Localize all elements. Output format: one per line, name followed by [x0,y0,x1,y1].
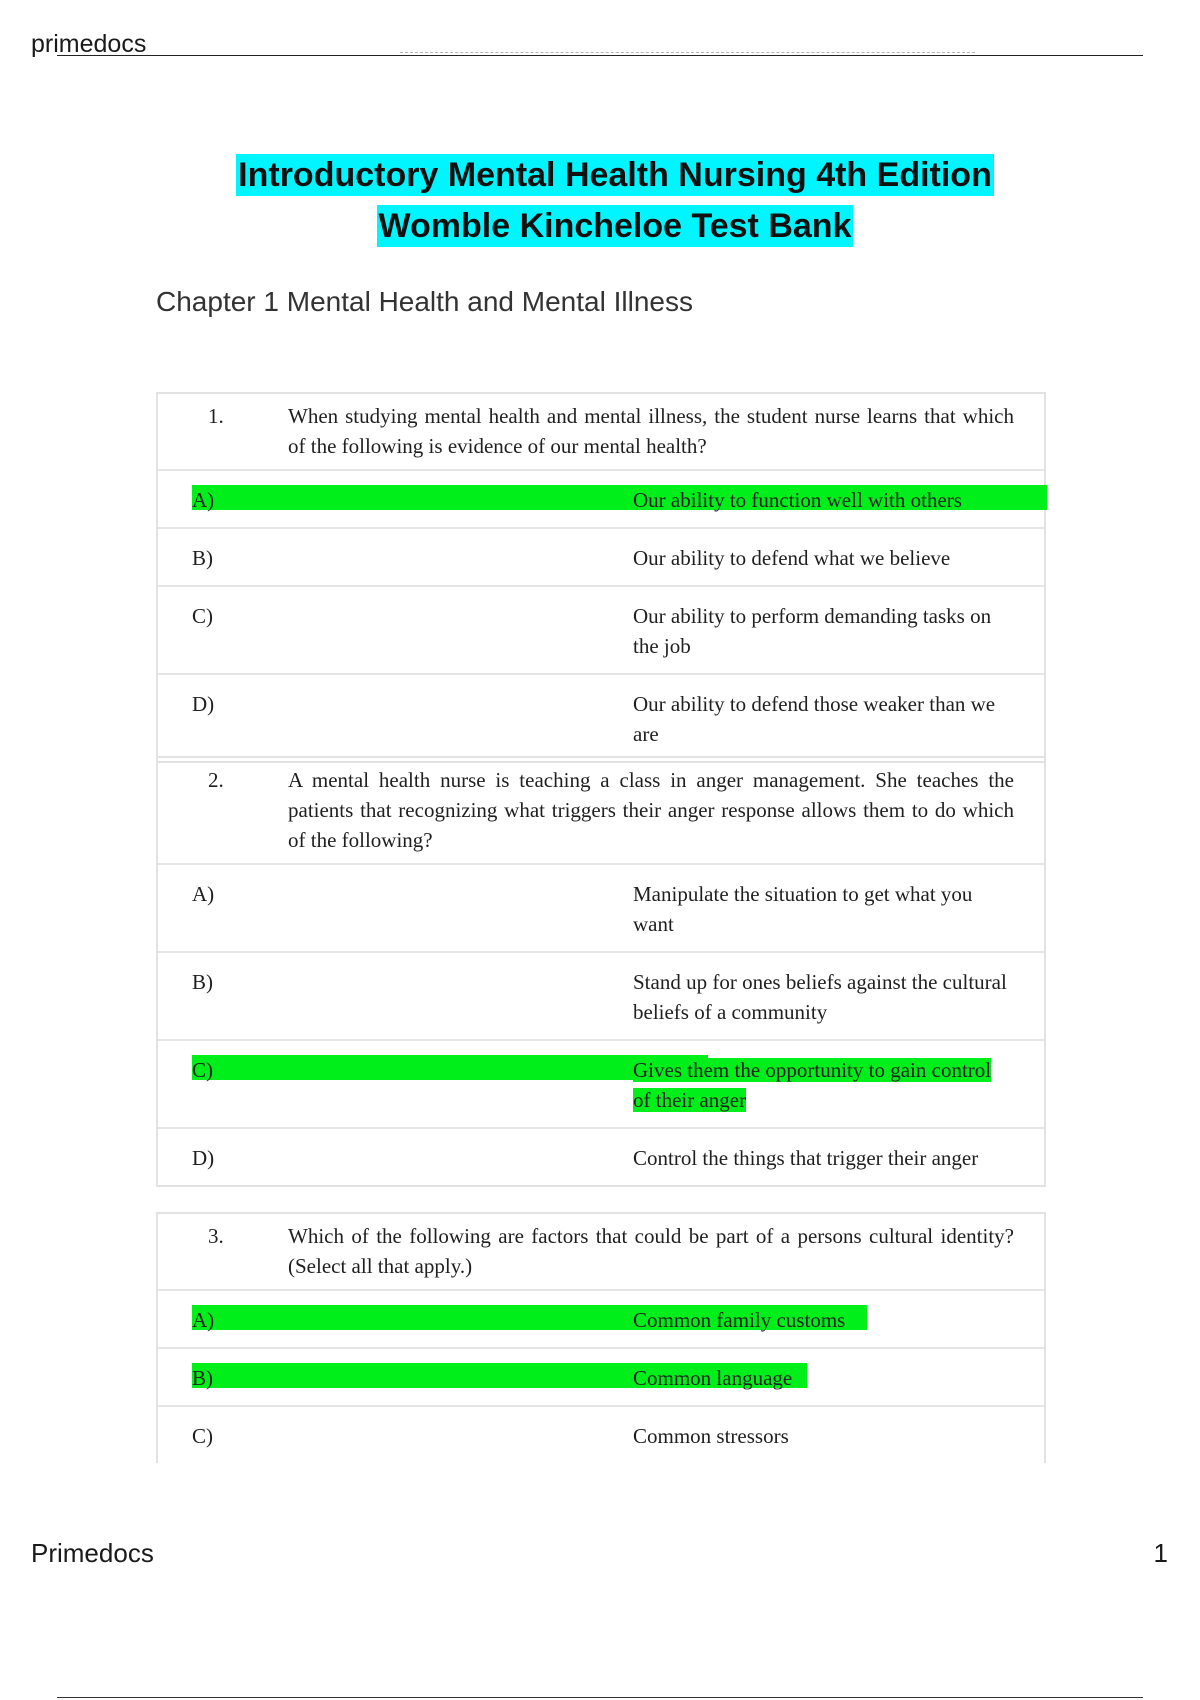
option-text: Common family customs [633,1308,846,1332]
option-letter: B) [192,1366,213,1390]
page-number: 1 [1153,1538,1168,1568]
footer-rule [57,1697,1143,1698]
title-line-2: Womble Kincheloe Test Bank [378,207,852,245]
option-text: Stand up for ones beliefs against the cultural beliefs of a community [633,970,1007,1024]
answer-option-d [158,1129,1044,1185]
question-stem: When studying mental health and mental illness, the student nurse learns that which of the following is evidence of our mental health? [288,404,1014,458]
option-text: Our ability to perform demanding tasks on the job [633,604,992,658]
chapter-heading: Chapter 1 Mental Health and Mental Illness [156,286,693,317]
question-card-2 [156,756,1046,1187]
answer-highlight [192,1055,708,1080]
answer-option-c [158,1041,1044,1129]
option-text: Common stressors [633,1424,789,1448]
question-stem: Which of the following are factors that could be part of a persons cultural identity? (Select all that apply.) [288,1224,1014,1278]
option-letter: D) [192,692,215,716]
question-stem-row [158,758,1044,865]
question-number: 2. [208,768,224,792]
footer-brand: Primedocs [31,1538,154,1568]
title-line-1: Introductory Mental Health Nursing 4th Edition [238,156,992,194]
option-text-highlight: Gives them the opportunity to gain control of their anger [633,1058,992,1112]
document-title [0,150,1200,252]
question-number: 3. [208,1224,224,1248]
answer-option-b [158,1349,1044,1407]
option-letter: A) [192,882,215,906]
option-letter: D) [192,1146,215,1170]
question-number: 1. [208,404,224,428]
option-letter: A) [192,488,215,512]
option-text: Our ability to function well with others [633,488,962,512]
option-letter: C) [192,604,213,628]
option-text: Control the things that trigger their anger [633,1146,979,1170]
answer-option-b [158,529,1044,587]
option-text: Our ability to defend those weaker than we are [633,692,996,746]
option-text: Common language [633,1366,793,1390]
answer-option-a [158,865,1044,953]
question-stem-row [158,394,1044,471]
answer-option-a [158,1291,1044,1349]
header-brand: primedocs [31,30,147,58]
question-card-3 [156,1212,1046,1463]
answer-option-a [158,471,1044,529]
question-stem: A mental health nurse is teaching a class in anger management. She teaches the patients that recognizing what triggers their anger response allows them to do which of the following? [288,768,1014,852]
answer-option-b [158,953,1044,1041]
option-letter: A) [192,1308,215,1332]
question-stem-row [158,1214,1044,1291]
option-text [633,1041,1013,1127]
header-rule [57,55,1143,56]
option-text: Our ability to defend what we believe [633,546,951,570]
answer-option-c [158,1407,1044,1463]
option-letter: B) [192,546,213,570]
answer-option-c [158,587,1044,675]
answer-option-d [158,675,1044,761]
option-letter: C) [192,1424,213,1448]
question-card-1 [156,392,1046,763]
header-rule-faint [400,52,975,53]
option-letter: B) [192,970,213,994]
option-text: Manipulate the situation to get what you want [633,882,973,936]
option-letter: C) [192,1058,213,1082]
